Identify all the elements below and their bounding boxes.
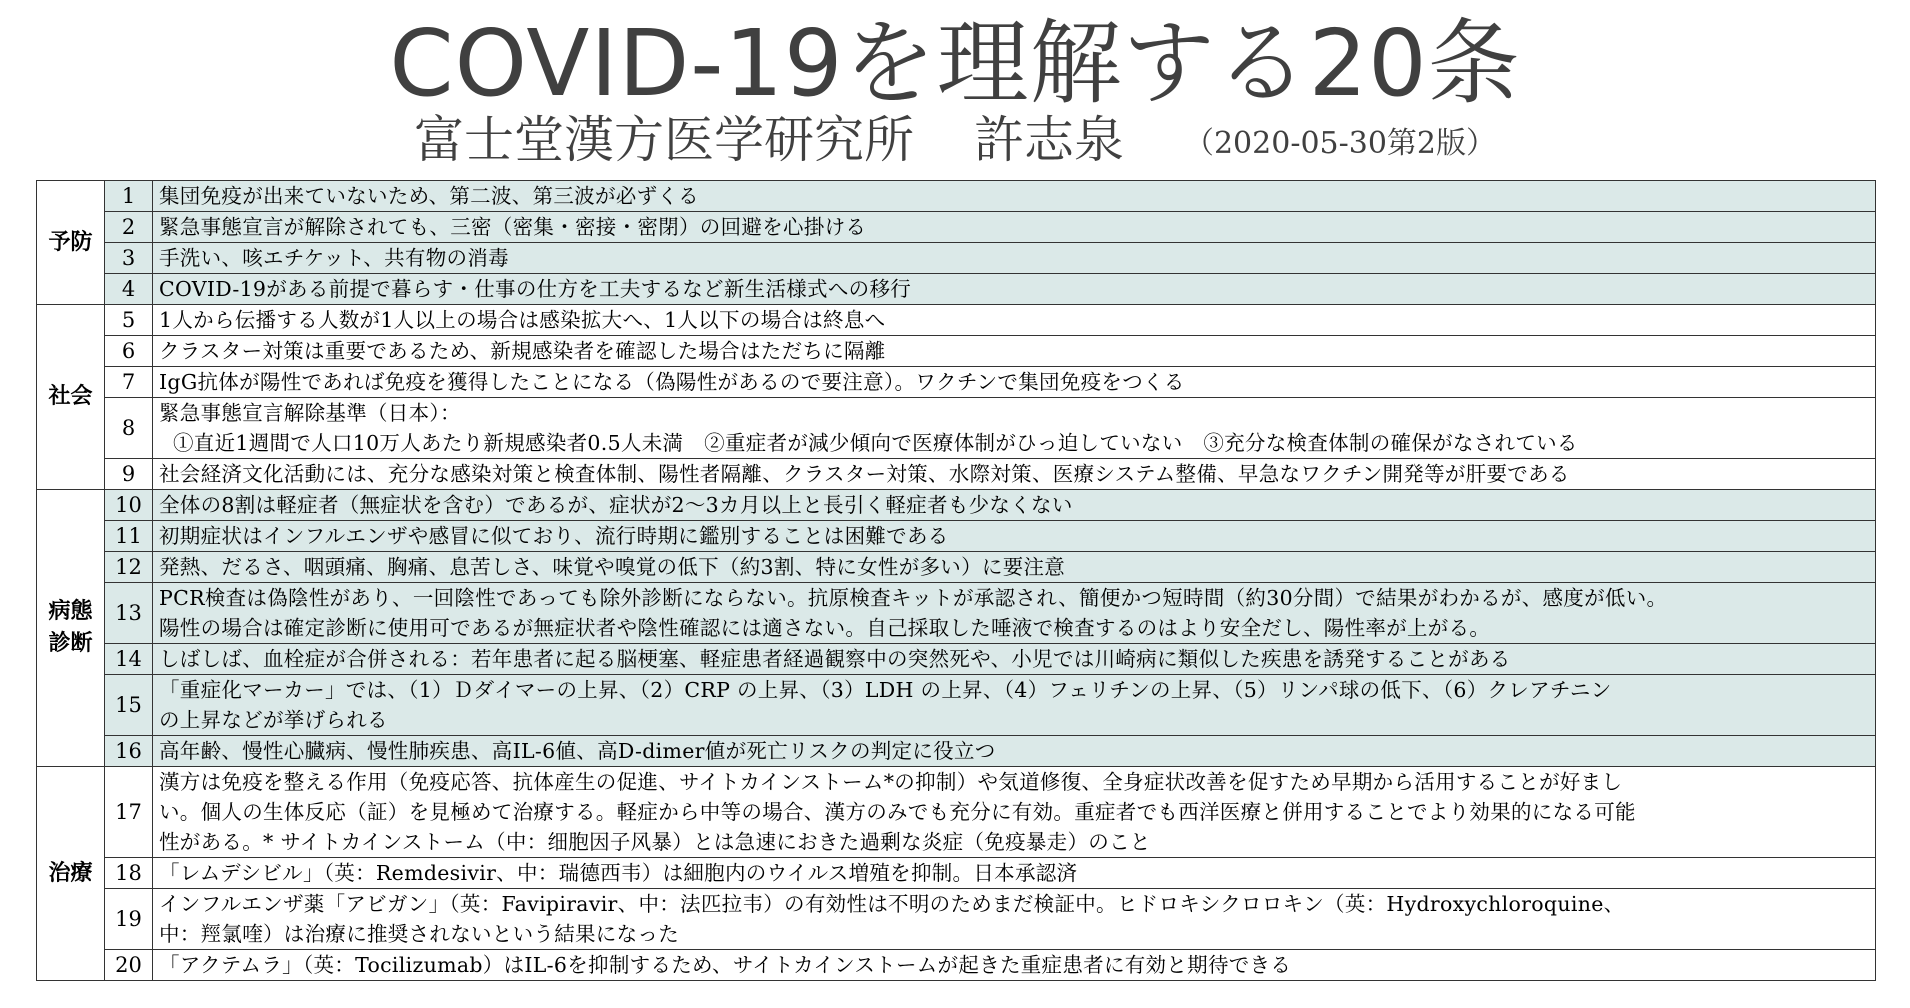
rule-text-line: PCR検査は偽陰性があり、一回陰性であっても除外診断にならない。抗原検査キットが承認され、簡便かつ短時間（約30分間）で結果がわかるが、感度が低い。	[159, 586, 1668, 610]
rules-table	[36, 180, 1876, 981]
rule-text	[153, 490, 1876, 521]
rule-text-line: 「アクテムラ」（英：Tocilizumab）はIL-6を抑制するため、サイトカインストームが起きた重症患者に有効と期待できる	[159, 953, 1292, 977]
rule-number: 8	[105, 398, 153, 459]
rule-text-line: 集団免疫が出来ていないため、第二波、第三波が必ずくる	[159, 184, 699, 208]
rule-text	[153, 583, 1876, 644]
table-row	[37, 858, 1876, 889]
category-cell: 社会	[37, 305, 105, 490]
rule-number: 2	[105, 212, 153, 243]
rule-text-line: 中：羥氯喹）は治療に推奨されないという結果になった	[159, 922, 679, 946]
rule-text-line: 手洗い、咳エチケット、共有物の消毒	[159, 246, 509, 270]
rule-text-line: 1人から伝播する人数が1人以上の場合は感染拡大へ、1人以下の場合は終息へ	[159, 308, 886, 332]
rule-text	[153, 398, 1876, 459]
table-row	[37, 889, 1876, 950]
rule-text-line: 漢方は免疫を整える作用（免疫応答、抗体産生の促進、サイトカインストーム*の抑制）や気道修復、全身症状改善を促すため早期から活用することが好まし	[159, 770, 1623, 794]
table-row	[37, 675, 1876, 736]
rule-text	[153, 521, 1876, 552]
rule-text-line: 全体の8割は軽症者（無症状を含む）であるが、症状が2～3カ月以上と長引く軽症者も少なくない	[159, 493, 1073, 517]
rule-text-line: しばしば、血栓症が合併される：若年患者に起る脳梗塞、軽症患者経過観察中の突然死や、小児では川崎病に類似した疾患を誘発することがある	[159, 647, 1511, 671]
table-row	[37, 336, 1876, 367]
table-row	[37, 398, 1876, 459]
rule-text-line: インフルエンザ薬「アビガン」（英：Favipiravir、中：法匹拉韦）の有効性は不明のためまだ検証中。ヒドロキシクロロキン（英：Hydroxychloroquine、	[159, 892, 1625, 916]
rule-text	[153, 305, 1876, 336]
rule-text-line: 性がある。* サイトカインストーム（中：细胞因子风暴）とは急速におきた過剰な炎症（免疫暴走）のこと	[159, 830, 1151, 854]
rule-text	[153, 243, 1876, 274]
table-row	[37, 274, 1876, 305]
rule-text	[153, 367, 1876, 398]
table-row	[37, 552, 1876, 583]
table-row	[37, 212, 1876, 243]
table-row	[37, 459, 1876, 490]
rule-text	[153, 950, 1876, 981]
rule-text-line: 緊急事態宣言解除基準（日本）：	[159, 401, 461, 425]
rule-number: 4	[105, 274, 153, 305]
rule-text	[153, 274, 1876, 305]
rule-text-line: 陽性の場合は確定診断に使用可であるが無症状者や陰性確認には適さない。自己採取した唾液で検査するのはより安全だし、陽性率が上がる。	[159, 616, 1491, 640]
rule-text-line: IgG抗体が陽性であれば免疫を獲得したことになる（偽陽性があるので要注意）。ワクチンで集団免疫をつくる	[159, 370, 1185, 394]
rule-text	[153, 459, 1876, 490]
category-cell: 予防	[37, 181, 105, 305]
rule-text	[153, 736, 1876, 767]
rule-number: 19	[105, 889, 153, 950]
page-subtitle	[0, 108, 1910, 176]
rule-number: 14	[105, 644, 153, 675]
rule-text	[153, 336, 1876, 367]
rule-number: 10	[105, 490, 153, 521]
rule-number: 16	[105, 736, 153, 767]
rule-text-line: い。個人の生体反応（証）を見極めて治療する。軽症から中等の場合、漢方のみでも充分に有効。重症者でも西洋医療と併用することでより効果的になる可能	[159, 800, 1636, 824]
table-row	[37, 950, 1876, 981]
rule-text	[153, 889, 1876, 950]
organization-name: 富士堂漢方医学研究所	[413, 111, 914, 169]
table-row	[37, 367, 1876, 398]
rule-number: 12	[105, 552, 153, 583]
rule-text-line: 初期症状はインフルエンザや感冒に似ており、流行時期に鑑別することは困難である	[159, 524, 949, 548]
table-row	[37, 181, 1876, 212]
author-name: 許志泉	[973, 111, 1124, 169]
rule-text-line: 「重症化マーカー」では、（1）Ｄダイマーの上昇、（2）CRP の上昇、（3）LDH の上昇、（4）フェリチンの上昇、（5）リンパ球の低下、（6）クレアチニン	[159, 678, 1612, 702]
rule-number: 13	[105, 583, 153, 644]
table-row	[37, 644, 1876, 675]
table-row	[37, 305, 1876, 336]
category-cell: 病態 診断	[37, 490, 105, 767]
edition-label: （2020-05-30第2版）	[1183, 126, 1497, 161]
rule-text	[153, 181, 1876, 212]
rule-text-line: 高年齢、慢性心臓病、慢性肺疾患、高IL-6値、高D-dimer値が死亡リスクの判定に役立つ	[159, 739, 996, 763]
rule-text-line: COVID-19がある前提で暮らす・仕事の仕方を工夫するなど新生活様式への移行	[159, 277, 912, 301]
rule-number: 3	[105, 243, 153, 274]
rule-number: 11	[105, 521, 153, 552]
rule-number: 18	[105, 858, 153, 889]
table-row	[37, 521, 1876, 552]
rule-text	[153, 675, 1876, 736]
table-row	[37, 490, 1876, 521]
rule-text	[153, 552, 1876, 583]
rule-number: 1	[105, 181, 153, 212]
rule-number: 20	[105, 950, 153, 981]
table-row	[37, 736, 1876, 767]
table-row	[37, 767, 1876, 858]
rule-text	[153, 858, 1876, 889]
rule-text	[153, 212, 1876, 243]
rule-text	[153, 767, 1876, 858]
rule-number: 6	[105, 336, 153, 367]
rule-number: 15	[105, 675, 153, 736]
rule-number: 5	[105, 305, 153, 336]
rule-text-line: の上昇などが挙げられる	[159, 708, 388, 732]
rule-text-line: 社会経済文化活動には、充分な感染対策と検査体制、陽性者隔離、クラスター対策、水際対策、医療システム整備、早急なワクチン開発等が肝要である	[159, 462, 1570, 486]
table-row	[37, 243, 1876, 274]
rule-text-line: クラスター対策は重要であるため、新規感染者を確認した場合はただちに隔離	[159, 339, 886, 363]
rule-text-line: 発熱、だるさ、咽頭痛、胸痛、息苦しさ、味覚や嗅覚の低下（約3割、特に女性が多い）に要注意	[159, 555, 1066, 579]
rule-number: 7	[105, 367, 153, 398]
page-title: COVID-19を理解する20条	[389, 10, 1521, 117]
rule-text-line: ①直近1週間で人口10万人あたり新規感染者0.5人未満 ②重症者が減少傾向で医療体制がひっ迫していない ③充分な検査体制の確保がなされている	[173, 431, 1578, 455]
rule-text-line: 緊急事態宣言が解除されても、三密（密集・密接・密閉）の回避を心掛ける	[159, 215, 867, 239]
category-cell: 治療	[37, 767, 105, 981]
rule-number: 9	[105, 459, 153, 490]
rule-text-line: 「レムデシビル」（英：Remdesivir、中：瑞德西韦）は細胞内のウイルス増殖を抑制。日本承認済	[159, 861, 1078, 885]
rule-text	[153, 644, 1876, 675]
rule-number: 17	[105, 767, 153, 858]
table-row	[37, 583, 1876, 644]
